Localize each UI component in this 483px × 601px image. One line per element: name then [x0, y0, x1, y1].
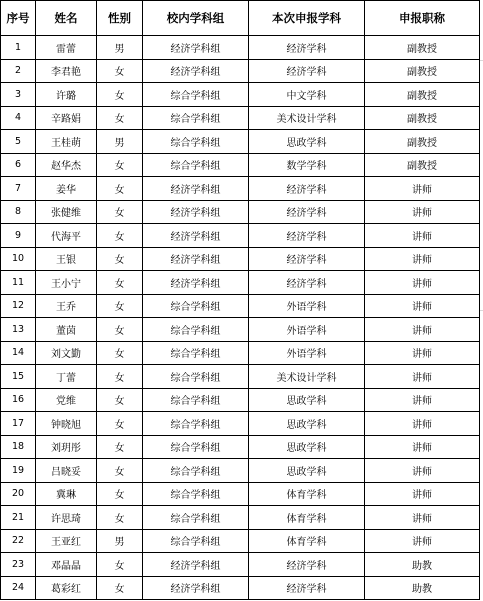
cell-title: 讲师: [365, 247, 480, 271]
cell-name: 许璐: [36, 83, 97, 107]
cell-school-group: 经济学科组: [143, 177, 249, 201]
cell-gender: 女: [97, 294, 143, 318]
cell-no: 21: [1, 506, 36, 530]
cell-no: 19: [1, 459, 36, 483]
cell-title: 副教授: [365, 106, 480, 130]
table-row: [1, 576, 480, 600]
cell-no: 8: [1, 200, 36, 224]
cell-name: 丁蕾: [36, 365, 97, 389]
cell-school-group: 综合学科组: [143, 318, 249, 342]
cell-name: 王桂萌: [36, 130, 97, 154]
header-name: 姓名: [36, 1, 97, 36]
table-row: [1, 224, 480, 248]
cell-name: 王乔: [36, 294, 97, 318]
table-row: [1, 200, 480, 224]
cell-name: 张健维: [36, 200, 97, 224]
cell-gender: 女: [97, 341, 143, 365]
cell-school-group: 综合学科组: [143, 529, 249, 553]
cell-gender: 女: [97, 83, 143, 107]
cell-no: 3: [1, 83, 36, 107]
cell-title: 讲师: [365, 459, 480, 483]
cell-no: 5: [1, 130, 36, 154]
table-row: [1, 459, 480, 483]
table-body: [1, 36, 480, 600]
cell-no: 10: [1, 247, 36, 271]
cell-school-group: 综合学科组: [143, 341, 249, 365]
cell-school-group: 综合学科组: [143, 130, 249, 154]
cell-gender: 女: [97, 177, 143, 201]
cell-no: 9: [1, 224, 36, 248]
cell-subject: 经济学科: [249, 224, 365, 248]
cell-school-group: 经济学科组: [143, 224, 249, 248]
cell-title: 讲师: [365, 365, 480, 389]
cell-no: 15: [1, 365, 36, 389]
header-subject: 本次申报学科: [249, 1, 365, 36]
cell-no: 14: [1, 341, 36, 365]
table-row: [1, 412, 480, 436]
table-row: [1, 529, 480, 553]
cell-gender: 女: [97, 59, 143, 83]
cell-name: 辛路娟: [36, 106, 97, 130]
cell-school-group: 综合学科组: [143, 106, 249, 130]
cell-gender: 女: [97, 435, 143, 459]
cell-subject: 经济学科: [249, 576, 365, 600]
cell-name: 刘玥彤: [36, 435, 97, 459]
header-gender: 性别: [97, 1, 143, 36]
cell-subject: 体育学科: [249, 506, 365, 530]
cell-name: 邓晶晶: [36, 553, 97, 577]
cell-title: 讲师: [365, 435, 480, 459]
cell-name: 党维: [36, 388, 97, 412]
header-school-group: 校内学科组: [143, 1, 249, 36]
cell-school-group: 综合学科组: [143, 294, 249, 318]
cell-gender: 女: [97, 412, 143, 436]
cell-name: 钟晓旭: [36, 412, 97, 436]
table-row: [1, 83, 480, 107]
cell-gender: 女: [97, 153, 143, 177]
cell-title: 副教授: [365, 83, 480, 107]
cell-school-group: 综合学科组: [143, 388, 249, 412]
table-row: [1, 294, 480, 318]
cell-subject: 外语学科: [249, 318, 365, 342]
cell-gender: 女: [97, 553, 143, 577]
cell-gender: 女: [97, 459, 143, 483]
cell-title: 副教授: [365, 59, 480, 83]
cell-name: 吕晓妥: [36, 459, 97, 483]
cell-subject: 中文学科: [249, 83, 365, 107]
cell-name: 葛彩红: [36, 576, 97, 600]
cell-gender: 女: [97, 576, 143, 600]
cell-no: 18: [1, 435, 36, 459]
cell-subject: 外语学科: [249, 294, 365, 318]
cell-subject: 经济学科: [249, 177, 365, 201]
cell-gender: 男: [97, 36, 143, 60]
cell-no: 23: [1, 553, 36, 577]
cell-subject: 经济学科: [249, 200, 365, 224]
header-row: [1, 1, 480, 36]
cell-no: 1: [1, 36, 36, 60]
cell-no: 13: [1, 318, 36, 342]
cell-title: 助教: [365, 553, 480, 577]
cell-title: 副教授: [365, 36, 480, 60]
cell-name: 刘文勤: [36, 341, 97, 365]
cell-title: 讲师: [365, 177, 480, 201]
cell-subject: 思政学科: [249, 130, 365, 154]
cell-school-group: 经济学科组: [143, 247, 249, 271]
table-row: [1, 341, 480, 365]
cell-school-group: 经济学科组: [143, 271, 249, 295]
cell-gender: 女: [97, 482, 143, 506]
cell-subject: 经济学科: [249, 271, 365, 295]
header-title: 申报职称: [365, 1, 480, 36]
cell-subject: 体育学科: [249, 529, 365, 553]
cell-subject: 数学学科: [249, 153, 365, 177]
cell-subject: 经济学科: [249, 247, 365, 271]
cell-title: 讲师: [365, 388, 480, 412]
table-row: [1, 388, 480, 412]
cell-subject: 经济学科: [249, 36, 365, 60]
table-header: [1, 1, 480, 36]
cell-title: 讲师: [365, 482, 480, 506]
cell-name: 李君艳: [36, 59, 97, 83]
table-row: [1, 435, 480, 459]
cell-gender: 女: [97, 365, 143, 389]
table-row: [1, 247, 480, 271]
cell-name: 姜华: [36, 177, 97, 201]
cell-title: 讲师: [365, 341, 480, 365]
cell-school-group: 经济学科组: [143, 36, 249, 60]
cell-name: 王小宁: [36, 271, 97, 295]
cell-title: 讲师: [365, 200, 480, 224]
cell-no: 20: [1, 482, 36, 506]
cell-school-group: 综合学科组: [143, 365, 249, 389]
cell-title: 讲师: [365, 224, 480, 248]
cell-title: 讲师: [365, 529, 480, 553]
table-row: [1, 177, 480, 201]
cell-name: 王银: [36, 247, 97, 271]
table-row: [1, 553, 480, 577]
cell-school-group: 经济学科组: [143, 576, 249, 600]
cell-title: 讲师: [365, 506, 480, 530]
cell-title: 副教授: [365, 153, 480, 177]
cell-no: 11: [1, 271, 36, 295]
cell-school-group: 综合学科组: [143, 506, 249, 530]
cell-no: 22: [1, 529, 36, 553]
cell-no: 16: [1, 388, 36, 412]
cell-gender: 女: [97, 247, 143, 271]
cell-name: 许思琦: [36, 506, 97, 530]
cell-school-group: 经济学科组: [143, 200, 249, 224]
cell-no: 7: [1, 177, 36, 201]
header-no: 序号: [1, 1, 36, 36]
cell-name: 雷蕾: [36, 36, 97, 60]
cell-title: 助教: [365, 576, 480, 600]
cell-school-group: 综合学科组: [143, 482, 249, 506]
table-row: [1, 318, 480, 342]
table-row: [1, 106, 480, 130]
cell-no: 4: [1, 106, 36, 130]
cell-gender: 女: [97, 224, 143, 248]
cell-name: 董茵: [36, 318, 97, 342]
table-row: [1, 271, 480, 295]
cell-no: 24: [1, 576, 36, 600]
cell-name: 赵华杰: [36, 153, 97, 177]
cell-subject: 思政学科: [249, 435, 365, 459]
cell-subject: 外语学科: [249, 341, 365, 365]
cell-name: 代海平: [36, 224, 97, 248]
cell-name: 冀琳: [36, 482, 97, 506]
cell-subject: 体育学科: [249, 482, 365, 506]
cell-no: 6: [1, 153, 36, 177]
table-row: [1, 365, 480, 389]
cell-gender: 女: [97, 388, 143, 412]
table-row: [1, 36, 480, 60]
cell-no: 12: [1, 294, 36, 318]
cell-subject: 思政学科: [249, 459, 365, 483]
cell-subject: 经济学科: [249, 59, 365, 83]
table-row: [1, 482, 480, 506]
table-row: [1, 506, 480, 530]
cell-gender: 男: [97, 529, 143, 553]
cell-gender: 女: [97, 106, 143, 130]
cell-school-group: 综合学科组: [143, 412, 249, 436]
cell-school-group: 综合学科组: [143, 459, 249, 483]
cell-title: 讲师: [365, 412, 480, 436]
cell-no: 17: [1, 412, 36, 436]
cell-no: 2: [1, 59, 36, 83]
cell-gender: 男: [97, 130, 143, 154]
table-row: [1, 59, 480, 83]
cell-subject: 美术设计学科: [249, 365, 365, 389]
cell-school-group: 综合学科组: [143, 435, 249, 459]
cell-subject: 经济学科: [249, 553, 365, 577]
table-row: [1, 153, 480, 177]
cell-gender: 女: [97, 506, 143, 530]
cell-subject: 思政学科: [249, 412, 365, 436]
cell-name: 王亚红: [36, 529, 97, 553]
table-row: [1, 130, 480, 154]
cell-subject: 思政学科: [249, 388, 365, 412]
cell-gender: 女: [97, 271, 143, 295]
cell-school-group: 综合学科组: [143, 83, 249, 107]
cell-title: 副教授: [365, 130, 480, 154]
cell-gender: 女: [97, 200, 143, 224]
cell-subject: 美术设计学科: [249, 106, 365, 130]
cell-title: 讲师: [365, 271, 480, 295]
cell-school-group: 经济学科组: [143, 553, 249, 577]
cell-title: 讲师: [365, 318, 480, 342]
cell-title: 讲师: [365, 294, 480, 318]
cell-school-group: 综合学科组: [143, 153, 249, 177]
cell-school-group: 经济学科组: [143, 59, 249, 83]
cell-gender: 女: [97, 318, 143, 342]
